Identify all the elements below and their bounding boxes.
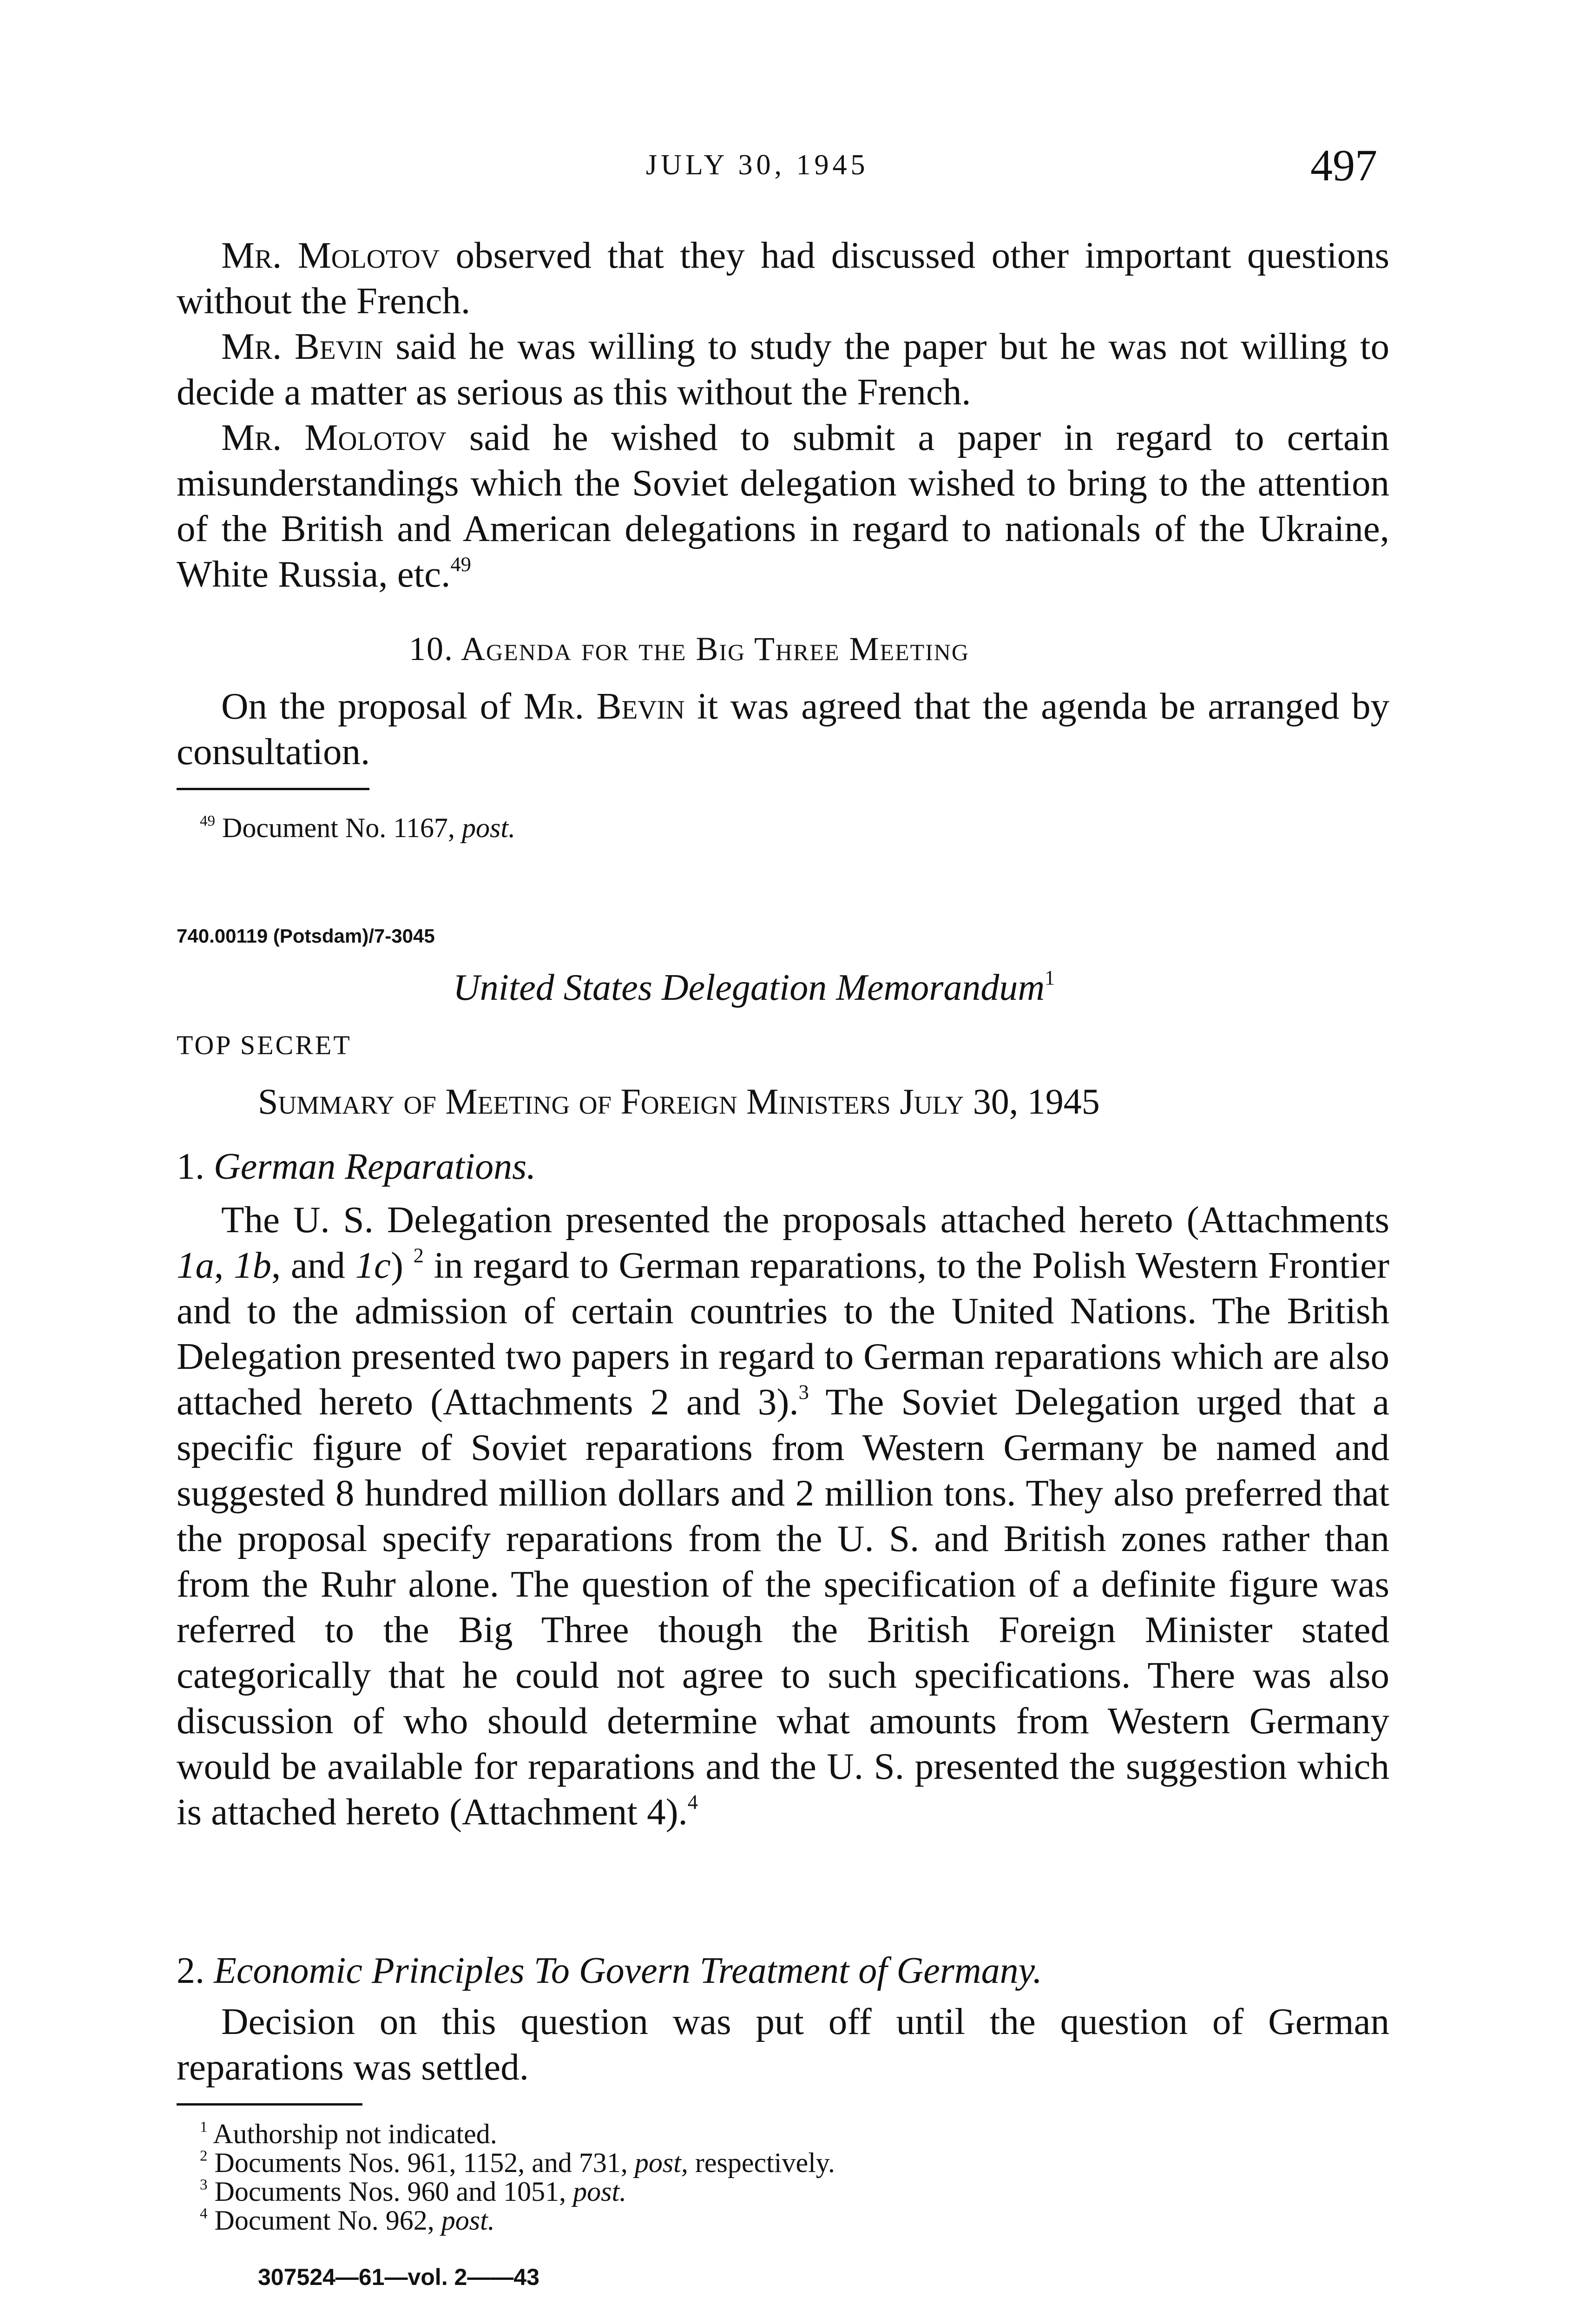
- section-10-heading: 10. Agenda for the Big Three Meeting: [409, 630, 969, 667]
- section-10-paragraph: On the proposal of Mr. Bevin it was agreed that the agenda be arranged by consultation.: [177, 685, 1389, 772]
- footnote-4: $^4$ Document No. 962, post.: [200, 2205, 495, 2236]
- footnote-ref-2: 2: [413, 1243, 424, 1267]
- item-2-heading: 2. Economic Principles To Govern Treatment of Germany.: [177, 1950, 1042, 1991]
- paragraph-bevin: Mr. Bevin said he was willing to study the paper but he was not willing to decide a matter as serious as this without the French.: [177, 325, 1389, 413]
- footnote-1: $^1$ Authorship not indicated.: [200, 2119, 497, 2149]
- summary-heading: Summary of Meeting of Foreign Ministers July 30, 1945: [258, 1081, 1100, 1122]
- classification: TOP SECRET: [177, 1030, 352, 1060]
- footnote-rule-1: [177, 788, 369, 790]
- file-number: 740.00119 (Potsdam)/7-3045: [177, 925, 435, 947]
- paragraph-molotov-1: Mr. Molotov observed that they had discussed other important questions without the French.: [177, 234, 1389, 322]
- footnote-ref-1: 1: [1045, 966, 1055, 989]
- footnotes: [200, 2119, 1315, 2235]
- footnote-rule-2: [177, 2103, 362, 2106]
- footnote-2: $^2$ Documents Nos. 961, 1152, and 731, post, respectively.: [200, 2147, 835, 2178]
- footnote-ref-3: 3: [798, 1380, 809, 1404]
- item-1-heading: 1. German Reparations.: [177, 1146, 536, 1187]
- memo-title: United States Delegation Memorandum$^1$: [453, 966, 1055, 1008]
- top-paragraphs: [177, 232, 1389, 597]
- footnote-ref-4: 4: [687, 1790, 698, 1814]
- running-title: JULY 30, 1945: [646, 149, 869, 181]
- paragraph-molotov-2: Mr. Molotov said he wished to submit a paper in regard to certain misunderstandings which the Soviet delegation wished to bring to the attention of the British and American delegations in regard to nationals of the Ukraine, White Russia, etc.$^{49}$: [177, 416, 1390, 595]
- footnote-49: $^{49}$ Document No. 1167, post.: [200, 812, 516, 843]
- item-2-body: Decision on this question was put off until the question of German reparations was settled.: [177, 2000, 1389, 2088]
- footnote-3: $^3$ Documents Nos. 960 and 1051, post.: [200, 2176, 627, 2207]
- page-number: 497: [1310, 140, 1377, 190]
- printer-line: 307524—61—vol. 2——43: [258, 2264, 539, 2290]
- footnote-ref-49: 49: [450, 552, 471, 576]
- item-1-body: The U. S. Delegation presented the proposals attached hereto (Attachments 1a, 1b, and 1c) $^2$ in regard to German reparations, to the Polish Western Frontier and to the admission of certain countries to the United Nations. The British Delegation presented two papers in regard to German reparations which are also attached hereto (Attachments 2 and 3).$^3$ The Soviet Delegation urged that a specific figure of Soviet reparations from Western Germany be named and suggested 8 hundred million dollars and 2 million tons. They also preferred that the proposal specify reparations from the U. S. and British zones rather than from the Ruhr alone. The question of the specification of a definite figure was referred to the Big Three though the British Foreign Minister stated categorically that he could not agree to such specifications. There was also discussion of who should determine what amounts from Western Germany would be available for reparations and the U. S. presented the suggestion which is attached hereto (Attachment 4).$^4$: [177, 1199, 1389, 1833]
